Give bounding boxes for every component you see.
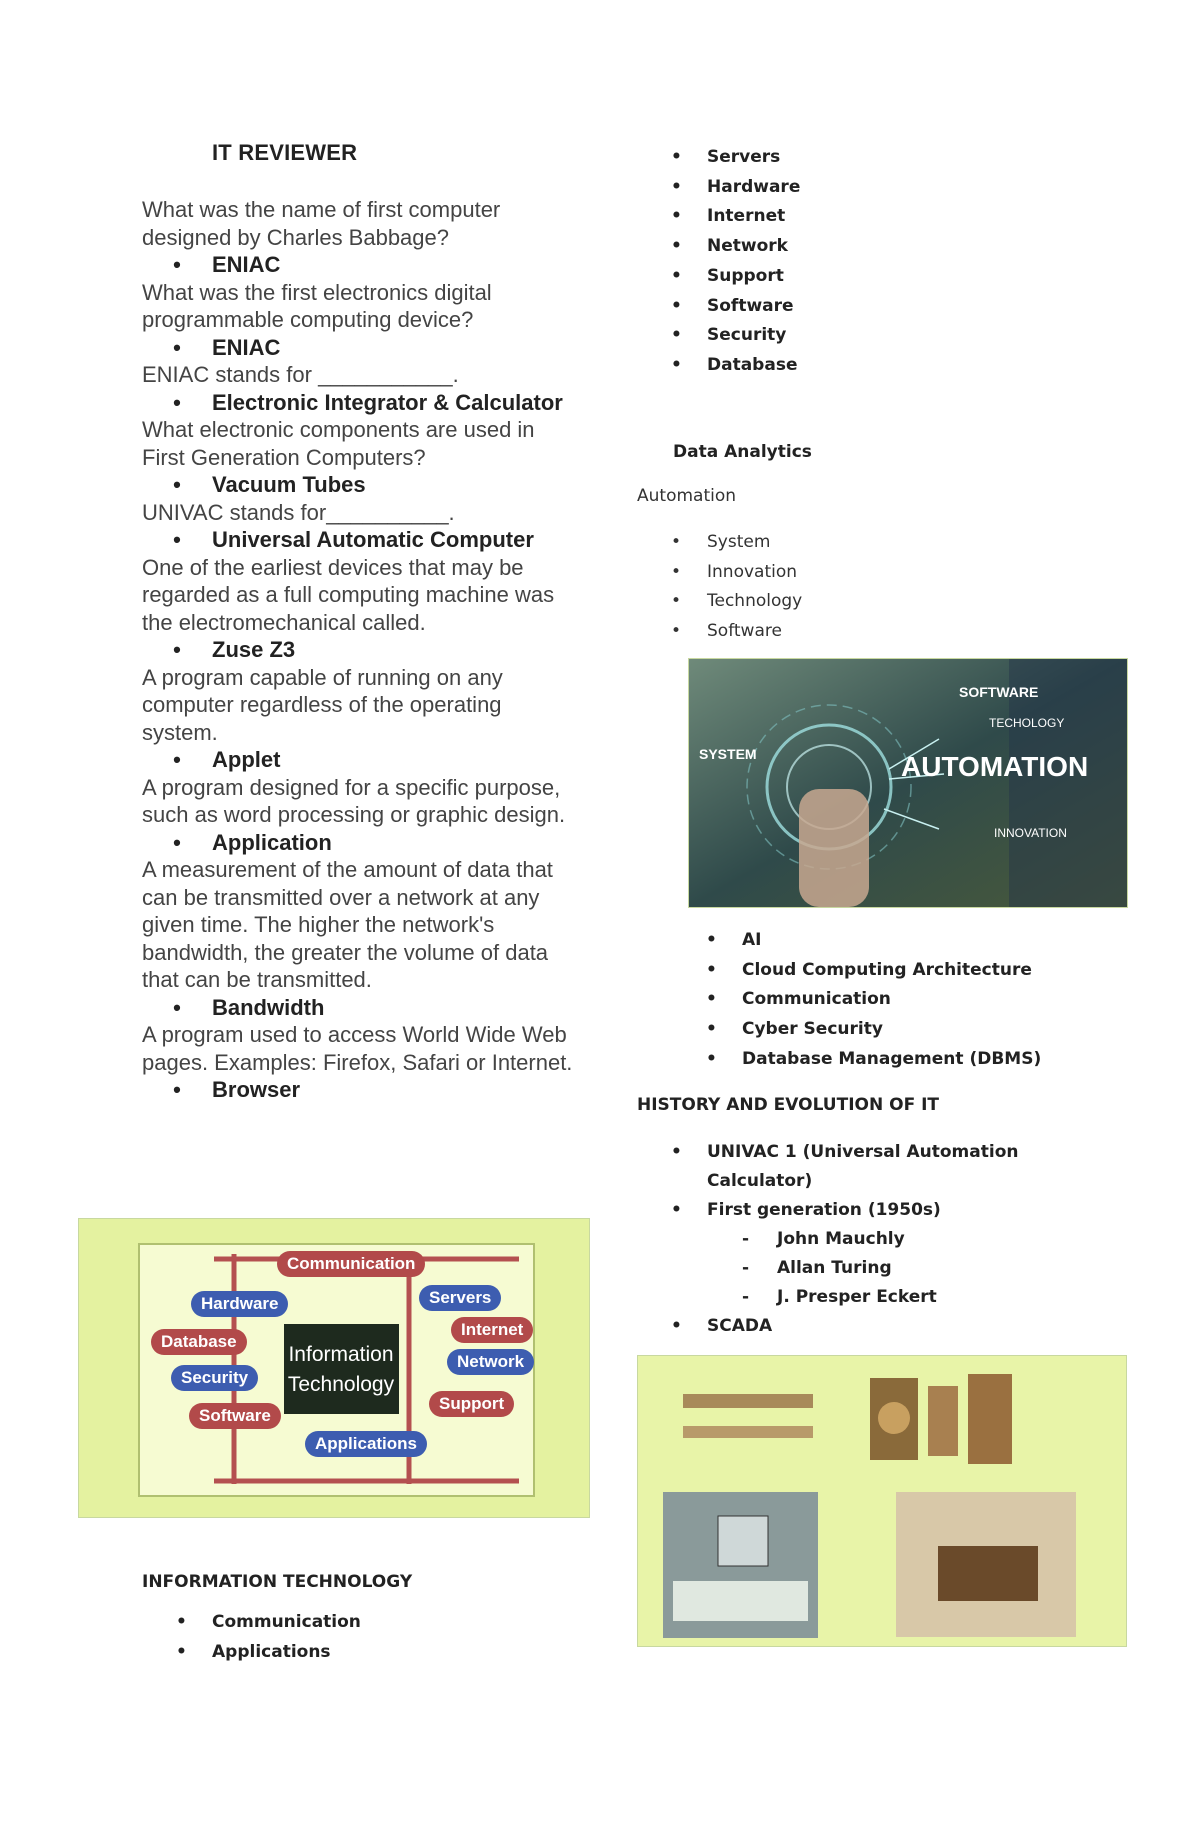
bullet-icon: • [671,561,682,582]
qa-item [142,664,582,774]
qa-item [142,554,582,664]
qa-item [142,774,582,857]
list-item [637,1196,1117,1225]
it-components-list [637,143,1137,381]
question: What was the name of first computer designed by Charles Babbage? [142,197,501,250]
bullet-icon: • [173,829,181,855]
bullet-icon: • [671,532,682,552]
automation-image-label-system: SYSTEM [699,746,757,762]
list-item-label: Support [707,265,784,286]
question: One of the earliest devices that may be regarded as a full computing machine was the electromechanical called. [142,554,555,635]
sub-list-item-label: J. Presper Eckert [777,1287,937,1307]
question: A program used to access World Wide Web pages. Examples: Firefox, Safari or Internet. [142,1022,573,1075]
sub-list-item-label: John Mauchly [777,1229,905,1249]
list-item-label: Cloud Computing Architecture [742,959,1032,980]
dash-icon: - [742,1287,750,1307]
bullet-icon: • [706,959,717,980]
dash-icon: - [742,1229,750,1249]
history-section [637,1138,1117,1341]
list-item [637,232,1137,262]
list-item-label: UNIVAC 1 (Universal Automation Calculator) [707,1142,1019,1191]
left-column [142,140,582,1104]
automation-graphic [689,659,1127,907]
bullet-icon: • [671,1200,682,1220]
question: A program designed for a specific purpose, such as word processing or graphic design. [142,774,566,827]
question: What was the first electronics digital programmable computing device? [142,279,492,332]
list-item [672,926,1152,956]
bullet-icon: • [173,472,181,497]
list-item-label: Database Management (DBMS) [742,1048,1042,1069]
automation-heading: Automation [637,486,737,506]
mindmap-label-support: Support [429,1391,514,1417]
list-item [637,202,1137,232]
list-item-label: AI [742,930,762,950]
automation-list [637,528,1137,647]
list-item-label: Communication [742,989,891,1010]
list-item [637,587,1137,617]
list-item-label: Database [707,354,798,375]
question: ENIAC stands for ___________. [142,362,459,387]
bullet-icon: • [173,994,181,1020]
bullet-icon: • [173,334,181,360]
mindmap-label-applications: Applications [305,1431,427,1457]
bullet-icon: • [176,1641,187,1662]
list-item [637,262,1137,292]
bullet-icon: • [176,1612,187,1632]
right-column [637,143,1137,381]
list-item-label: Innovation [707,561,798,582]
mindmap-label-internet: Internet [451,1317,533,1343]
mindmap-label-hardware: Hardware [191,1291,288,1317]
list-item [637,1138,1117,1196]
history-graphic [638,1356,1126,1646]
bullet-icon: • [671,354,682,375]
bullet-icon: • [671,325,682,346]
bullet-icon: • [671,591,682,612]
answer: ENIAC [212,252,281,277]
qa-item [142,279,582,362]
answer: Universal Automatic Computer [212,527,534,552]
sub-list-item [637,1225,1117,1254]
it-mindmap-image [78,1218,590,1518]
bullet-icon: • [671,295,682,316]
history-image [637,1355,1127,1647]
mindmap-label-security: Security [171,1365,258,1391]
answer: ENIAC [212,334,281,360]
qa-item [142,361,582,416]
bullet-icon: • [173,1077,181,1102]
qa-list [142,196,582,1104]
list-item [637,528,1137,558]
question: A measurement of the amount of data that can be transmitted over a network at any given time. The higher the network's bandwidth, the greater the volume of data that can be transmitted. [142,857,553,992]
list-item [637,292,1137,322]
list-item-label: Software [707,295,794,316]
question: A program capable of running on any computer regardless of the operating system. [142,664,503,745]
answer: Application [212,829,332,855]
bullet-icon: • [671,621,682,642]
list-item [637,1312,1117,1341]
bullet-icon: • [671,1142,682,1162]
automation-image-label-automation: AUTOMATION [901,751,1089,782]
list-item [672,956,1152,986]
list-item-label: Security [707,325,787,346]
list-item-label: Internet [707,206,786,227]
list-item [637,351,1137,381]
bullet-icon: • [173,389,181,415]
question: UNIVAC stands for__________. [142,499,455,525]
list-item [637,143,1137,173]
question: What electronic components are used in First Generation Computers? [142,417,535,470]
bullet-icon: • [671,1316,682,1336]
bullet-icon: • [706,930,717,950]
mindmap-label-communication: Communication [277,1251,425,1277]
answer: Bandwidth [212,994,325,1020]
list-item-label: Cyber Security [742,1019,883,1040]
list-item-label: Network [707,236,788,257]
list-item [672,1045,1152,1075]
qa-item [142,856,582,1021]
list-item [672,1015,1152,1045]
answer: Zuse Z3 [212,637,296,662]
mindmap-label-network: Network [447,1349,534,1375]
data-analytics-heading: Data Analytics [673,442,812,462]
bullet-icon: • [671,147,682,167]
list-item [637,617,1137,647]
dash-icon: - [742,1258,750,1278]
bullet-icon: • [671,265,682,286]
automation-image [688,658,1128,908]
qa-item [142,499,582,554]
bullet-icon: • [173,252,181,277]
sub-list-item-label: Allan Turing [777,1258,892,1278]
list-item-label: SCADA [707,1316,773,1336]
sub-list-item [637,1254,1117,1283]
list-item-label: First generation (1950s) [707,1200,941,1220]
history-list [637,1138,1117,1341]
list-item-label: Communication [212,1612,361,1632]
mindmap-center-line1: Information [288,1343,394,1366]
automation-image-label-techology: TECHOLOGY [989,716,1065,730]
bullet-icon: • [671,206,682,227]
history-heading: HISTORY AND EVOLUTION OF IT [637,1095,940,1115]
automation-section [637,528,1137,647]
qa-item [142,196,582,279]
qa-item [142,1021,582,1104]
qa-item [142,416,582,499]
mindmap-label-servers: Servers [419,1285,501,1311]
automation-image-label-innovation: INNOVATION [994,826,1067,840]
bullet-icon: • [706,1048,717,1069]
mindmap-label-software: Software [189,1403,281,1429]
list-item [672,985,1152,1015]
list-item-label: Servers [707,147,781,167]
it-section-list [142,1608,582,1667]
answer: Applet [212,747,281,772]
bullet-icon: • [173,747,181,772]
it-section [142,1572,582,1667]
bullet-icon: • [671,236,682,257]
automation-image-label-software: SOFTWARE [959,684,1039,700]
mindmap-label-database: Database [151,1329,247,1355]
list-item-label: Software [707,621,782,642]
sub-list-item [637,1283,1117,1312]
bullet-icon: • [173,637,181,662]
list-item [637,173,1137,203]
bullet-icon: • [706,989,717,1010]
list-item-label: System [707,532,771,552]
list-item [142,1608,582,1638]
list-item [637,558,1137,588]
page-title: IT REVIEWER [212,140,358,165]
bullet-icon: • [671,176,682,197]
list-item-label: Technology [707,591,803,612]
answer: Browser [212,1077,301,1102]
bullet-icon: • [706,1019,717,1040]
answer: Electronic Integrator & Calculator [212,389,563,415]
topics-list [672,926,1152,1075]
it-section-heading: INFORMATION TECHNOLOGY [142,1572,413,1592]
list-item [142,1638,582,1668]
bullet-icon: • [173,527,181,552]
list-item-label: Hardware [707,176,801,197]
answer: Vacuum Tubes [212,472,366,497]
topics-section [672,926,1152,1075]
list-item [637,321,1137,351]
mindmap-center-line2: Technology [287,1373,395,1396]
list-item-label: Applications [212,1641,331,1662]
